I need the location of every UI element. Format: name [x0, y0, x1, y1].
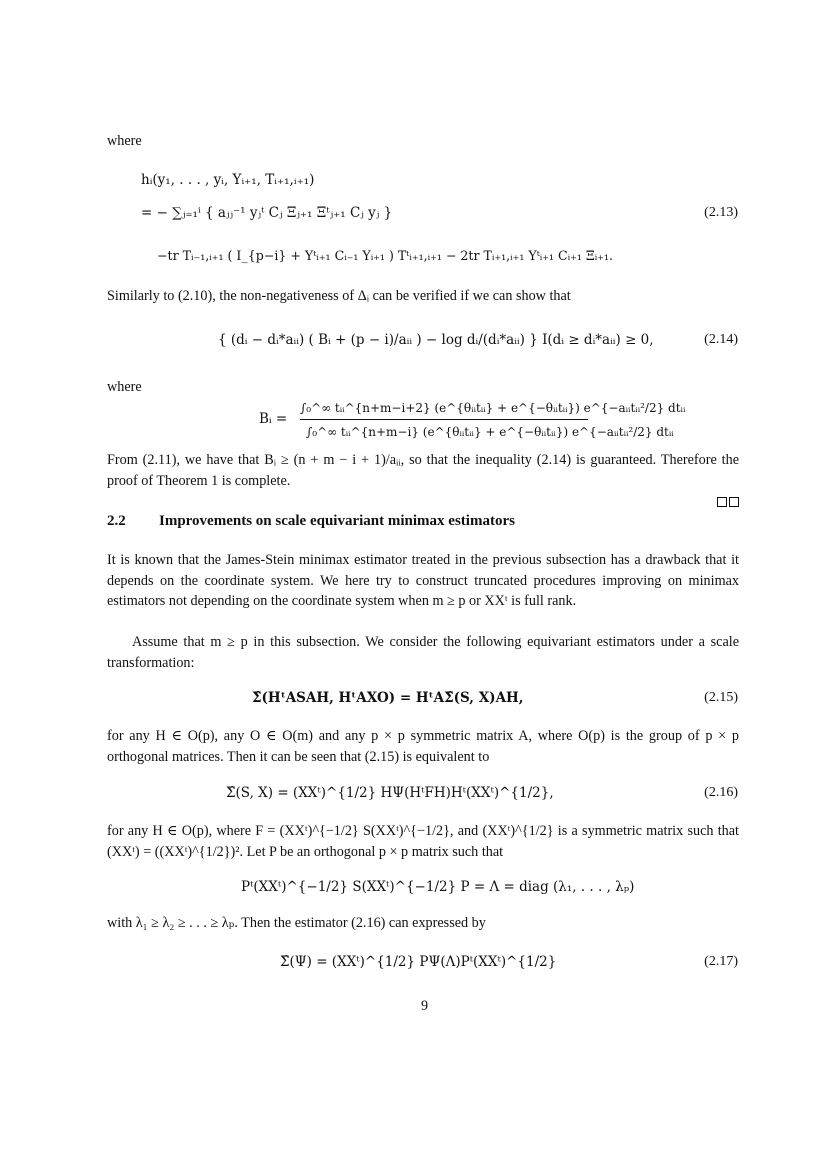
paragraph-with: with λ₁ ≥ λ₂ ≥ . . . ≥ λₚ. Then the estimator (2.16) can expressed by — [107, 915, 486, 931]
page-number: 9 — [421, 998, 429, 1014]
eq-2-17: Σ̂(Ψ) = (XXᵗ)^{1/2} PΨ(Λ)Pᵗ(XXᵗ)^{1/2} — [280, 954, 557, 970]
section-number: 2.2 — [107, 513, 126, 529]
eq-2-13-line-3: −tr Tᵢ₋₁,ᵢ₊₁ ( I_{p−i} + Yᵗᵢ₊₁ Cᵢ₋₁ Yᵢ₊₁ ) Tᵗᵢ₊₁,ᵢ₊₁ − 2tr Tᵢ₊₁,ᵢ₊₁ Yᵗᵢ₊₁ Cᵢ₊₁ Ξᵢ₊₁. — [157, 248, 614, 263]
paragraph-for-any-1: for any H ∈ O(p), any O ∈ O(m) and any p × p symmetric matrix A, where O(p) is the group of p × p orthogonal matrices. Then it can be seen that (2.15) is equivalent to — [107, 728, 739, 765]
paragraph-assume: Assume that m ≥ p in this subsection. We consider the following equivariant estimators under a scale transformation: — [107, 634, 739, 671]
eq-2-15: Σ̂(HᵗASAH, HᵗAXO) = HᵗAΣ̂(S, X)AH, — [252, 690, 524, 706]
eq-2-16-number: (2.16) — [704, 785, 738, 800]
qed-mark — [715, 492, 739, 513]
paragraph-similarly: Similarly to (2.10), the non-negativeness of Δᵢ can be verified if we can show that — [107, 288, 571, 304]
eq-2-17-number: (2.17) — [704, 954, 738, 969]
eq-2-13-line-1: hᵢ(y₁, . . . , yᵢ, Yᵢ₊₁, Tᵢ₊₁,ᵢ₊₁) — [141, 172, 315, 188]
eq-2-13-line-2: = − ∑ⱼ₌₁ⁱ { aⱼⱼ⁻¹ yⱼᵗ Cⱼ Ξⱼ₊₁ Ξᵗⱼ₊₁ Cⱼ yⱼ } — [141, 205, 393, 221]
eq-b-numerator: ∫₀^∞ tᵢᵢ^{n+m−i+2} (e^{θᵢᵢtᵢᵢ} + e^{−θᵢᵢtᵢᵢ}) e^{−aᵢᵢtᵢᵢ²/2} dtᵢᵢ — [300, 401, 686, 415]
paragraph-known: It is known that the James-Stein minimax estimator treated in the previous subsection has a drawback that it depends on the coordinate system. We here try to construct truncated procedures improving on minimax estimators not depending on the coordinate system when m ≥ p or XXᵗ is full rank. — [107, 552, 739, 609]
eq-2-16: Σ̂(S, X) = (XXᵗ)^{1/2} HΨ(HᵗFH)Hᵗ(XXᵗ)^{1/2}, — [226, 785, 554, 801]
where-label: where — [107, 133, 142, 149]
eq-b-denominator: ∫₀^∞ tᵢᵢ^{n+m−i} (e^{θᵢᵢtᵢᵢ} + e^{−θᵢᵢtᵢᵢ}) e^{−aᵢᵢtᵢᵢ²/2} dtᵢᵢ — [306, 425, 674, 439]
eq-2-14: { (dᵢ − dᵢ*aᵢᵢ) ( Bᵢ + (p − i)/aᵢᵢ ) − log dᵢ/(dᵢ*aᵢᵢ) } I(dᵢ ≥ dᵢ*aᵢᵢ) ≥ 0, — [218, 332, 654, 348]
eq-diagonalization: Pᵗ(XXᵗ)^{−1/2} S(XXᵗ)^{−1/2} P = Λ = diag (λ₁, . . . , λₚ) — [241, 879, 635, 895]
eq-2-15-number: (2.15) — [704, 690, 738, 705]
paragraph-from — [107, 450, 739, 512]
section-title: Improvements on scale equivariant minimax estimators — [159, 513, 515, 529]
paragraph-from-text: From (2.11), we have that Bᵢ ≥ (n + m − i + 1)/aᵢᵢ, so that the inequality (2.14) is guaranteed. Therefore the proof of Theorem 1 is complete. — [107, 452, 739, 489]
eq-2-13-number: (2.13) — [704, 205, 738, 220]
eq-2-14-number: (2.14) — [704, 332, 738, 347]
paragraph-for-any-2: for any H ∈ O(p), where F = (XXᵗ)^{−1/2} S(XXᵗ)^{−1/2}, and (XXᵗ)^{1/2} is a symmetric matrix such that (XXᵗ) = ((XXᵗ)^{1/2})². Let P be an orthogonal p × p matrix such that — [107, 823, 739, 860]
where-label-2: where — [107, 379, 142, 395]
eq-b-lhs: Bᵢ = — [259, 411, 288, 427]
fraction-bar — [300, 419, 588, 420]
